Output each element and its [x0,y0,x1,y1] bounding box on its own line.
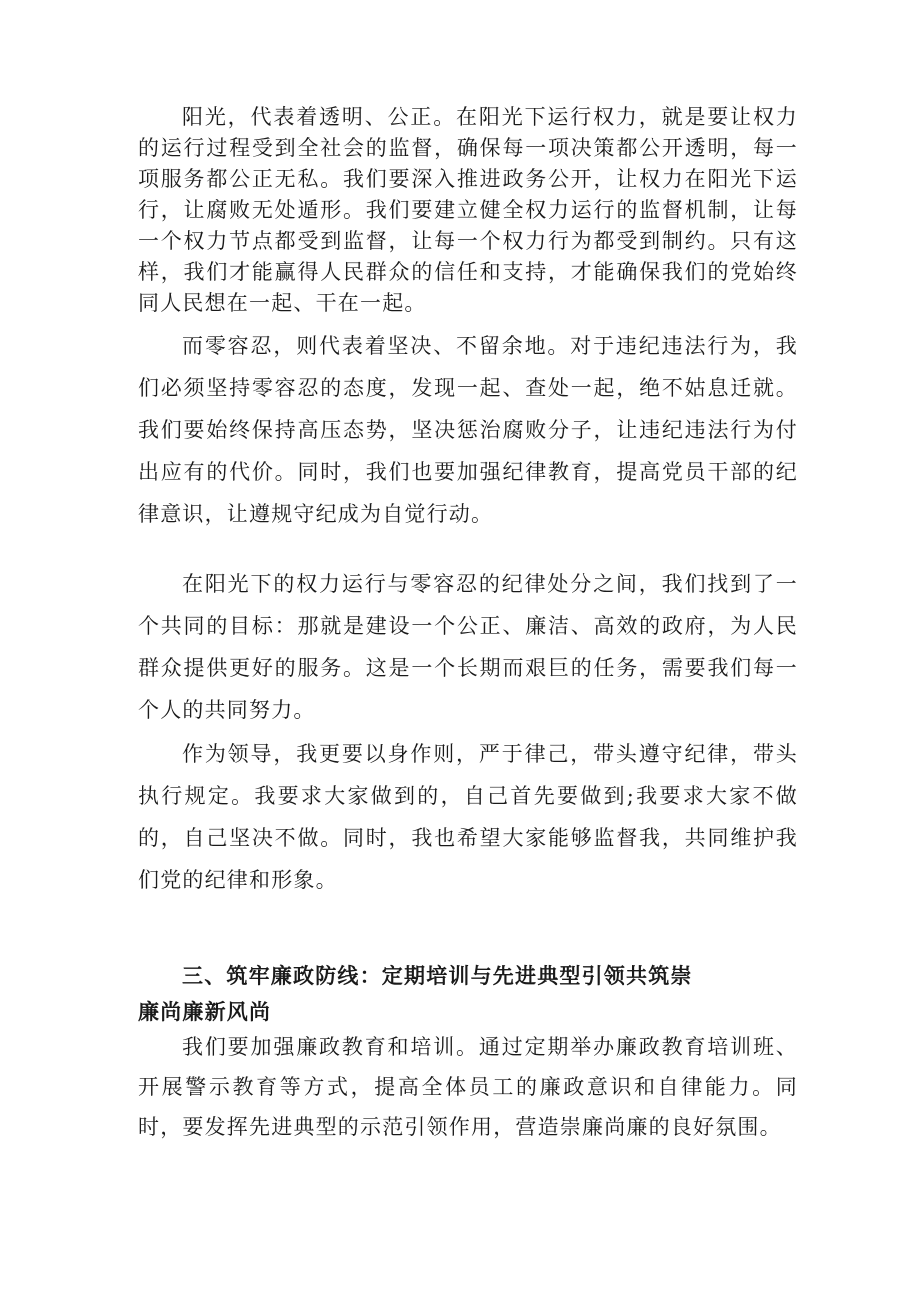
paragraph-training: 我们要加强廉政教育和培训。通过定期举办廉政教育培训班、开展警示教育等方式，提高全体员工的廉政意识和自律能力。同时，要发挥先进典型的示范引领作用，营造崇廉尚廉的良好氛围。 [138,1035,798,1139]
section-heading [138,958,798,1030]
paragraph-sunshine: 阳光，代表着透明、公正。在阳光下运行权力，就是要让权力的运行过程受到全社会的监督，确保每一项决策都公开透明，每一项服务都公正无私。我们要深入推进政务公开，让权力在阳光下运行，让腐败无处遁形。我们要建立健全权力运行的监督机制，让每一个权力节点都受到监督，让每一个权力行为都受到制约。只有这样，我们才能赢得人民群众的信任和支持，才能确保我们的党始终同人民想在一起、干在一起。 [138,105,798,315]
paragraph-common-goal: 在阳光下的权力运行与零容忍的纪律处分之间，我们找到了一个共同的目标：那就是建设一个公正、廉洁、高效的政府，为人民群众提供更好的服务。这是一个长期而艰巨的任务，需要我们每一个人的共同努力。 [138,572,798,722]
section-heading-line1: 三、筑牢廉政防线：定期培训与先进典型引领共筑崇 [182,963,693,988]
section-heading-line2: 廉尚廉新风尚 [138,999,272,1024]
paragraph-leadership: 作为领导，我更要以身作则，严于律己，带头遵守纪律，带头执行规定。我要求大家做到的，自己首先要做到;我要求大家不做的，自己坚决不做。同时，我也希望大家能够监督我，共同维护我们党的纪律和形象。 [138,742,798,892]
paragraph-zero-tolerance: 而零容忍，则代表着坚决、不留余地。对于违纪违法行为，我们必须坚持零容忍的态度，发现一起、查处一起，绝不姑息迁就。我们要始终保持高压态势，坚决惩治腐败分子，让违纪违法行为付出应有的代价。同时，我们也要加强纪律教育，提高党员干部的纪律意识，让遵规守纪成为自觉行动。 [138,334,798,526]
